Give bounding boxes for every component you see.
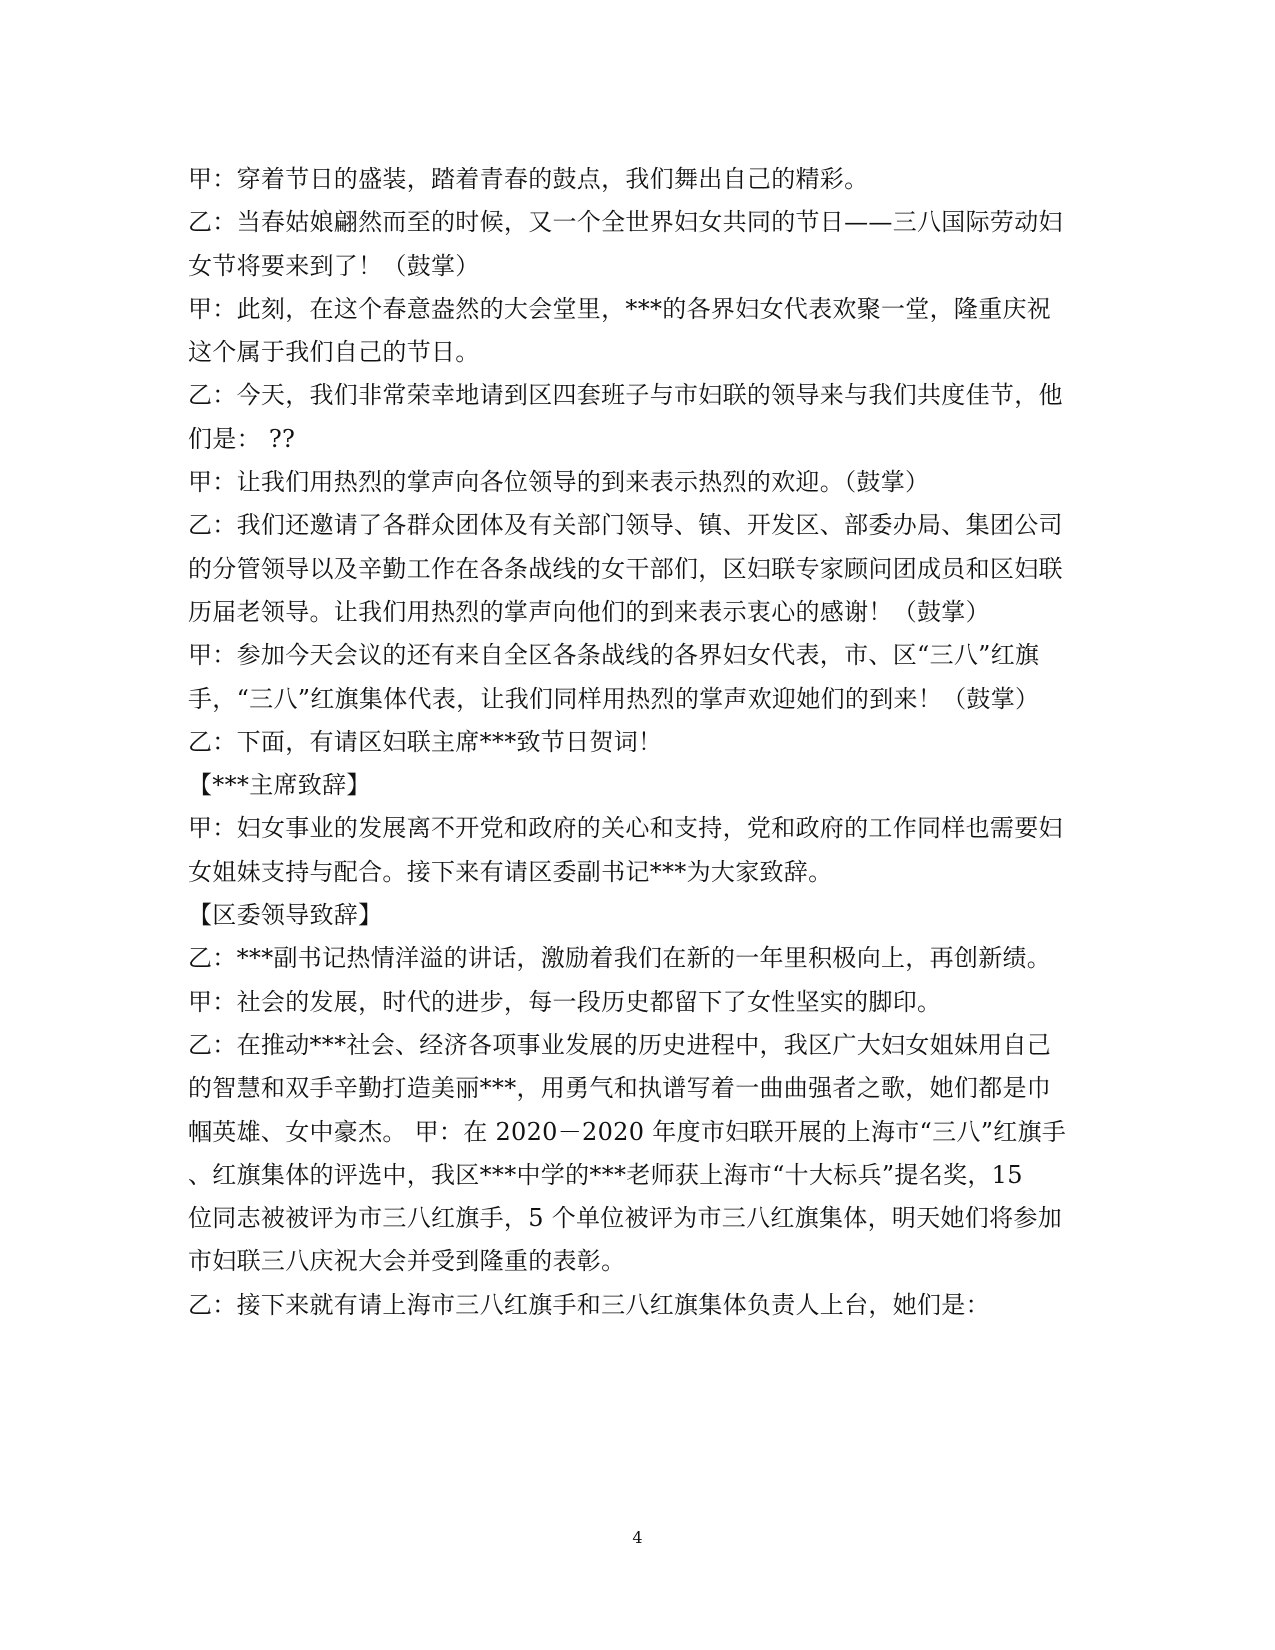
text-line: 女姐妹支持与配合。接下来有请区委副书记***为大家致辞。 <box>188 857 833 886</box>
section-heading: 【***主席致辞】 <box>188 771 371 800</box>
text-line: 帼英雄、女中豪杰。 甲：在 2020－2020 年度市妇联开展的上海市“三八”红旗手 <box>188 1117 1067 1146</box>
page-number: 4 <box>632 1528 643 1547</box>
text-line: 的分管领导以及辛勤工作在各条战线的女干部们，区妇联专家顾问团成员和区妇联 <box>188 554 1063 583</box>
text-line: 市妇联三八庆祝大会并受到隆重的表彰。 <box>188 1247 626 1276</box>
text-line: 乙：下面，有请区妇联主席***致节日贺词！ <box>188 727 663 756</box>
text-line: 甲：此刻，在这个春意盎然的大会堂里，***的各界妇女代表欢聚一堂，隆重庆祝 <box>188 294 1052 323</box>
text-line: 位同志被被评为市三八红旗手，5 个单位被评为市三八红旗集体，明天她们将参加 <box>188 1204 1062 1233</box>
text-line: 乙：接下来就有请上海市三八红旗手和三八红旗集体负责人上台，她们是： <box>188 1290 990 1319</box>
text-line: 甲：社会的发展，时代的进步，每一段历史都留下了女性坚实的脚印。 <box>188 987 942 1016</box>
text-line: 甲：穿着节日的盛装，踏着青春的鼓点，我们舞出自己的精彩。 <box>188 165 869 193</box>
text-line: 这个属于我们自己的节日。 <box>188 338 480 367</box>
section-heading: 【区委领导致辞】 <box>188 901 383 930</box>
text-line: 甲：参加今天会议的还有来自全区各条战线的各界妇女代表，市、区“三八”红旗 <box>188 641 1040 670</box>
text-line: 的智慧和双手辛勤打造美丽***，用勇气和执谱写着一曲曲强者之歌，她们都是巾 <box>188 1074 1052 1103</box>
text-line: 乙：当春姑娘翩然而至的时候，又一个全世界妇女共同的节日——三八国际劳动妇 <box>188 208 1063 237</box>
text-line: 、红旗集体的评选中，我区***中学的***老师获上海市“十大标兵”提名奖，15 <box>188 1160 1023 1189</box>
text-line: 们是： ?? <box>188 424 296 453</box>
text-line: 乙：我们还邀请了各群众团体及有关部门领导、镇、开发区、部委办局、集团公司 <box>188 511 1063 540</box>
text-line: 甲：让我们用热烈的掌声向各位领导的到来表示热烈的欢迎。（鼓掌） <box>188 468 930 497</box>
text-line: 甲：妇女事业的发展离不开党和政府的关心和支持，党和政府的工作同样也需要妇 <box>188 814 1063 843</box>
document-body <box>188 158 1088 1327</box>
text-line: 女节将要来到了！（鼓掌） <box>188 251 480 280</box>
text-line: 乙：在推动***社会、经济各项事业发展的历史进程中，我区广大妇女姐妹用自己 <box>188 1030 1052 1059</box>
text-line: 乙：今天，我们非常荣幸地请到区四套班子与市妇联的领导来与我们共度佳节，他 <box>188 381 1063 410</box>
text-line: 乙：***副书记热情洋溢的讲话，激励着我们在新的一年里积极向上，再创新绩。 <box>188 944 1052 973</box>
text-line: 历届老领导。让我们用热烈的掌声向他们的到来表示衷心的感谢！（鼓掌） <box>188 597 990 626</box>
text-line: 手，“三八”红旗集体代表，让我们同样用热烈的掌声欢迎她们的到来！（鼓掌） <box>188 684 1040 713</box>
